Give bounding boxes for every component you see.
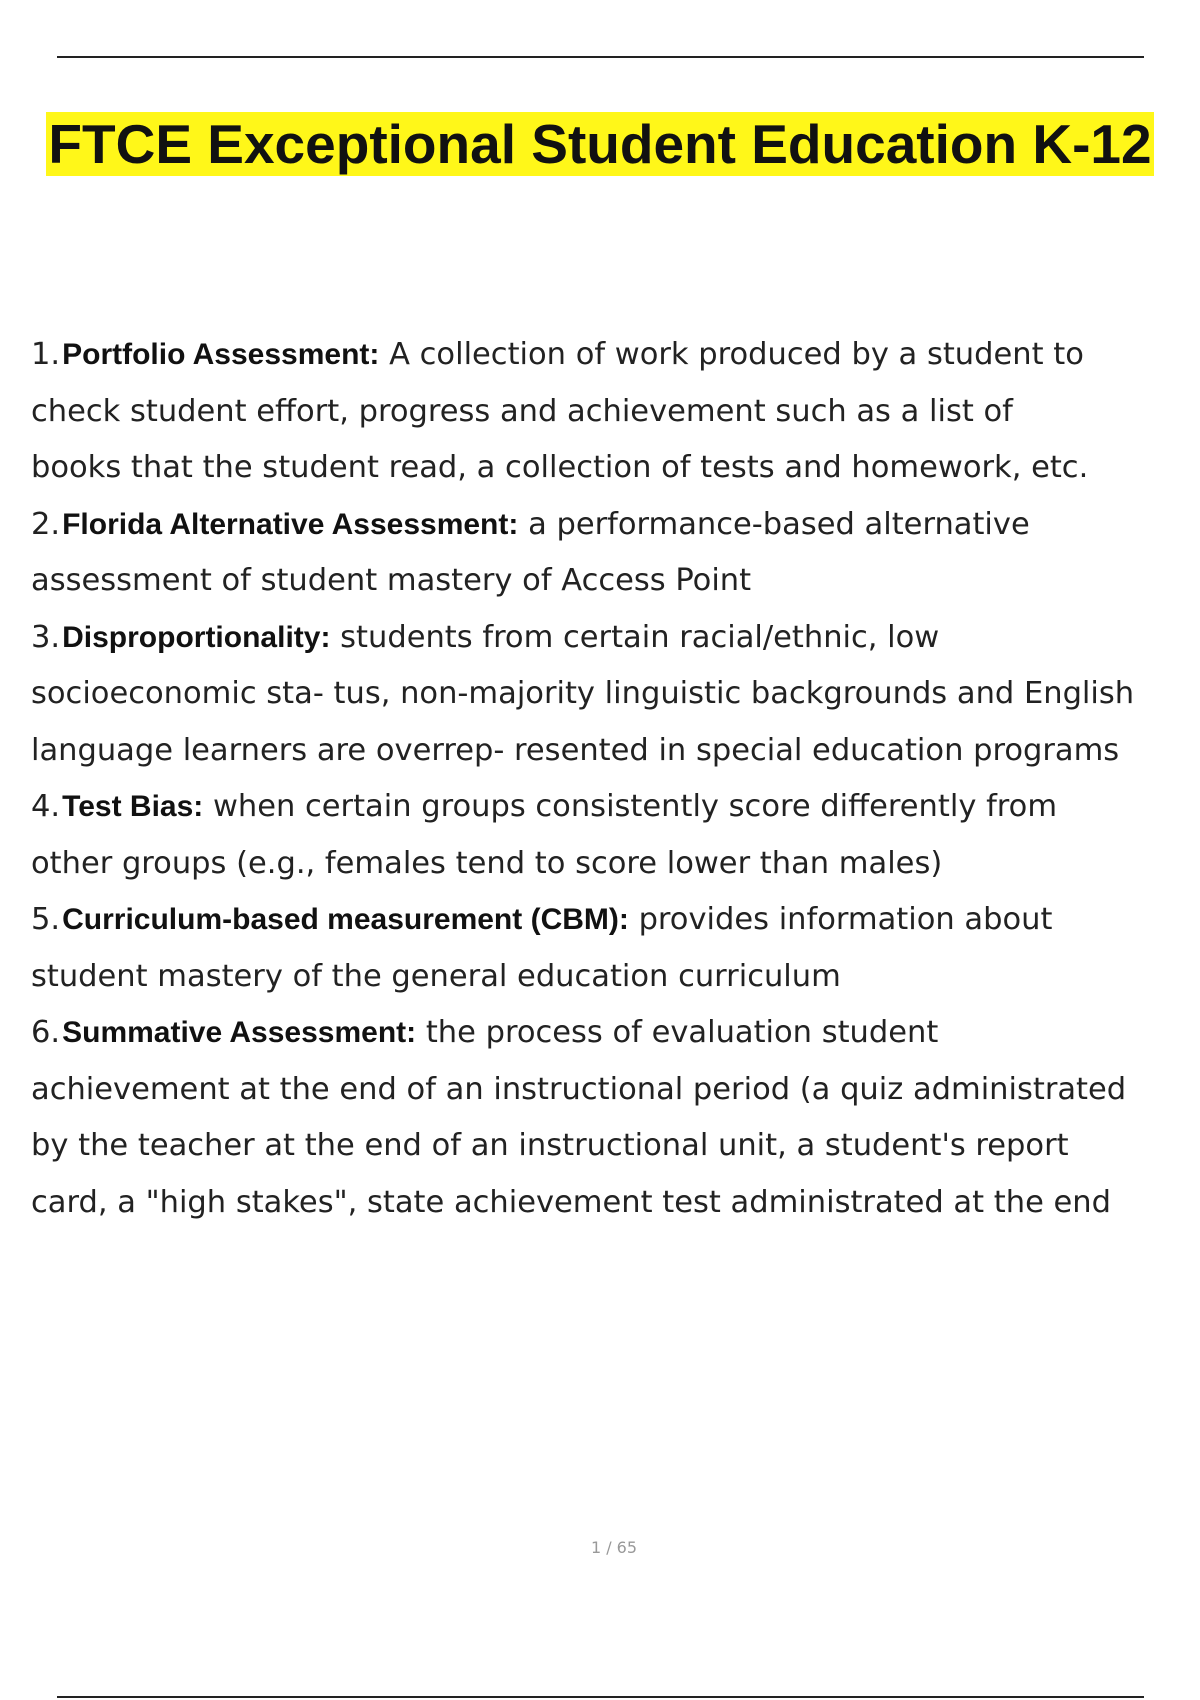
- term-number: 6.: [31, 1015, 61, 1050]
- term-definition-line: assessment of student mastery of Access Point: [31, 563, 752, 598]
- term-definition-line: language learners are overrep- resented in special education programs: [31, 732, 1120, 768]
- term-definition-line: other groups (e.g., females tend to score lower than males): [31, 845, 943, 881]
- term-item: [31, 600, 1191, 789]
- term-definition: provides information about: [628, 902, 1053, 937]
- term-name: Florida Alternative Assessment:: [62, 507, 519, 541]
- term-number: 1.: [31, 337, 61, 372]
- term-definition-line: student mastery of the general education curriculum: [31, 958, 841, 994]
- term-definition-line: by the teacher at the end of an instructional unit, a student's report: [31, 1128, 1069, 1163]
- term-definition: the process of evaluation student: [416, 1015, 939, 1050]
- term-item: [31, 995, 1191, 1240]
- term-name: Summative Assessment:: [62, 1016, 417, 1049]
- term-number: 3.: [31, 619, 61, 655]
- term-definition-line: socioeconomic sta- tus, non-majority linguistic backgrounds and English: [31, 676, 1135, 711]
- term-name: Curriculum-based measurement (CBM):: [62, 903, 629, 936]
- term-definition-line: achievement at the end of an instructional period (a quiz administrated: [31, 1071, 1127, 1107]
- term-definition-line: card, a "high stakes", state achievement test administrated at the end: [31, 1184, 1111, 1220]
- page-indicator: 1 / 65: [590, 1538, 638, 1557]
- page-title: FTCE Exceptional Student Education K-12: [48, 113, 1152, 175]
- top-rule: [57, 56, 1144, 58]
- term-number: 2.: [31, 506, 61, 542]
- term-definition-line: books that the student read, a collection of tests and homework, etc.: [31, 450, 1089, 485]
- term-name: Portfolio Assessment:: [62, 338, 380, 371]
- term-definition: students from certain racial/ethnic, low: [330, 619, 940, 655]
- term-name: Disproportionality:: [62, 620, 331, 654]
- term-item: [31, 317, 1191, 506]
- term-name: Test Bias:: [62, 790, 204, 823]
- term-number: 4.: [31, 789, 61, 824]
- term-definition: when certain groups consistently score differently from: [203, 789, 1058, 824]
- term-definition: a performance-based alternative: [518, 506, 1030, 542]
- term-definition-line: check student effort, progress and achievement such as a list of: [31, 393, 1013, 429]
- term-definition: A collection of work produced by a student to: [379, 337, 1084, 372]
- term-list: [31, 317, 1191, 1240]
- title-container: [0, 112, 1200, 176]
- bottom-rule: [57, 1696, 1144, 1698]
- term-number: 5.: [31, 902, 61, 937]
